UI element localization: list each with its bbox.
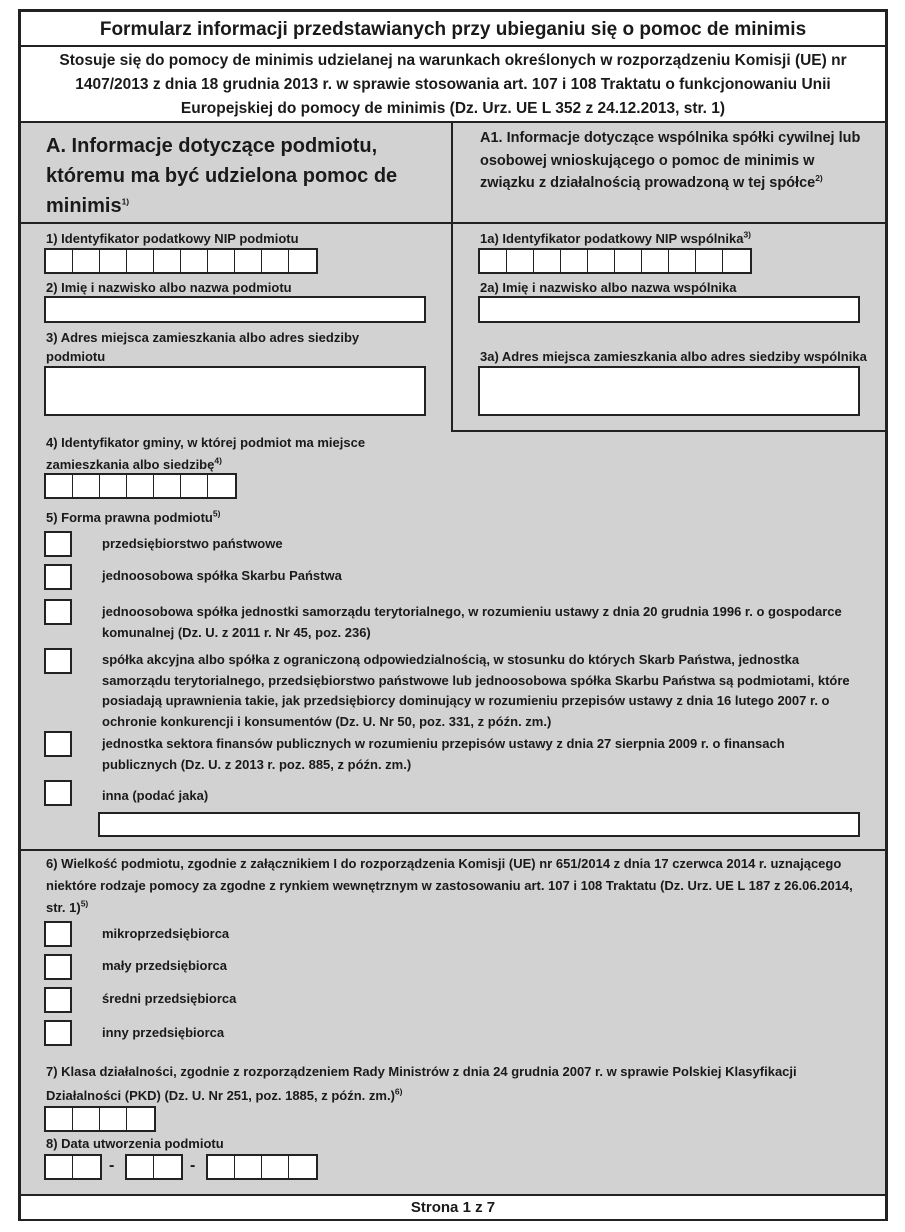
- size-checkbox-micro[interactable]: [44, 921, 72, 947]
- legal-form-option-3: jednoosobowa spółka jednostki samorządu terytorialnego, w rozumieniu ustawy z dnia 20 grudnia 1996 r. o gospodarce komunalnej (Dz. U. z 2011 r. Nr 45, poz. 236): [102, 604, 842, 640]
- legal-form-checkbox-other[interactable]: [44, 780, 72, 806]
- size-checkbox-small[interactable]: [44, 954, 72, 980]
- partner-name-label: 2a) Imię i nazwisko albo nazwa wspólnika: [480, 280, 737, 295]
- form-title: Formularz informacji przedstawianych przy ubieganiu się o pomoc de minimis: [21, 12, 885, 47]
- date-separator-2: -: [190, 1157, 196, 1174]
- address-label: 3) Adres miejsca zamieszkania albo adres siedziby podmiotu: [46, 330, 360, 364]
- partner-address-field[interactable]: [478, 366, 860, 416]
- legal-form-option-5: jednostka sektora finansów publicznych w rozumieniu przepisów ustawy z dnia 27 sierpnia 2009 r. o finansach publicznych (Dz. U. z 2013 r. poz. 885, z późn. zm.): [102, 736, 785, 772]
- pkd-input[interactable]: [44, 1106, 156, 1132]
- legal-form-checkbox-2[interactable]: [44, 564, 72, 590]
- section-header-divider: [21, 222, 885, 224]
- partner-nip-input[interactable]: [478, 248, 752, 274]
- nip-label: 1) Identyfikator podatkowy NIP podmiotu: [46, 231, 299, 246]
- legal-form-option-1: przedsiębiorstwo państwowe: [102, 536, 283, 551]
- partner-name-field[interactable]: [478, 296, 860, 323]
- legal-form-checkbox-3[interactable]: [44, 599, 72, 625]
- section-a-title: A. Informacje dotyczące podmiotu, któremu ma być udzielona pomoc de minimis$^{1)}$: [46, 135, 398, 217]
- legal-form-option-4: spółka akcyjna albo spółka z ograniczoną odpowiedzialnością, w stosunku do których Skarb Państwa, jednostka samorządu terytorialnego, przedsiębiorstwo państwowe lub jednoosobowa spółka Skarbu Państwa są podmiotami, które posiadają uprawnienia takie, jak przedsiębiorcy dominujący w rozumieniu przepisów ustawy z dnia 16 lutego 2007 r. o ochronie konkurencji i konsumentów (Dz. U. Nr 50, poz. 331, z późn. zm.): [102, 652, 850, 729]
- legal-form-checkbox-1[interactable]: [44, 531, 72, 557]
- date-year-input[interactable]: [206, 1154, 318, 1180]
- date-month-input[interactable]: [125, 1154, 183, 1180]
- size-checkbox-other[interactable]: [44, 1020, 72, 1046]
- size-checkbox-medium[interactable]: [44, 987, 72, 1013]
- partner-address-label: 3a) Adres miejsca zamieszkania albo adres siedziby wspólnika: [480, 349, 867, 364]
- size-option-small: mały przedsiębiorca: [102, 958, 227, 973]
- a1-bottom-divider: [451, 430, 885, 432]
- name-label: 2) Imię i nazwisko albo nazwa podmiotu: [46, 280, 292, 295]
- size-option-micro: mikroprzedsiębiorca: [102, 926, 230, 941]
- section-divider-6: [21, 849, 885, 851]
- nip-input[interactable]: [44, 248, 318, 274]
- page-number: Strona 1 z 7: [21, 1194, 885, 1219]
- section-a1-title: A1. Informacje dotyczące wspólnika spółki cywilnej lub osobowej wnioskującego o pomoc de minimis w związku z działalnością prowadzoną w tej spółce$^{2)}$: [480, 130, 861, 191]
- size-option-other: inny przedsiębiorca: [102, 1025, 225, 1040]
- legal-form-option-2: jednoosobowa spółka Skarbu Państwa: [102, 568, 342, 583]
- size-option-medium: średni przedsiębiorca: [102, 991, 237, 1006]
- commune-id-label: 4) Identyfikator gminy, w której podmiot ma miejsce zamieszkania albo siedzibę$^{4)}$: [46, 435, 366, 472]
- name-field[interactable]: [44, 296, 426, 323]
- legal-form-checkbox-5[interactable]: [44, 731, 72, 757]
- legal-form-label: 5) Forma prawna podmiotu$^{5)}$: [46, 508, 221, 525]
- date-separator-1: -: [109, 1157, 115, 1174]
- legal-form-option-other: inna (podać jaka): [102, 788, 209, 803]
- partner-nip-label: 1a) Identyfikator podatkowy NIP wspólnika$^{3)}$: [480, 229, 751, 246]
- form-subtitle: Stosuje się do pomocy de minimis udzielanej na warunkach określonych w rozporządzeniu Komisji (UE) nr 1407/2013 z dnia 18 grudnia 2013 r. w sprawie stosowania art. 107 i 108 Traktatu o funkcjonowaniu Unii Europejskiej do pomocy de minimis (Dz. Urz. UE L 352 z 24.12.2013, str. 1): [21, 47, 885, 123]
- legal-form-checkbox-4[interactable]: [44, 648, 72, 674]
- address-field[interactable]: [44, 366, 426, 416]
- company-size-label: 6) Wielkość podmiotu, zgodnie z załącznikiem I do rozporządzenia Komisji (UE) nr 651/2014 z dnia 17 czerwca 2014 r. uznającego niektóre rodzaje pomocy za zgodne z rynkiem wewnętrznym w zastosowaniu art. 107 i 108 Traktatu (Dz. Urz. UE L 187 z 26.06.2014, str. 1)$^{5)}$: [46, 856, 853, 915]
- commune-id-input[interactable]: [44, 473, 237, 499]
- date-day-input[interactable]: [44, 1154, 102, 1180]
- pkd-label: 7) Klasa działalności, zgodnie z rozporządzeniem Rady Ministrów z dnia 24 grudnia 2007 r. w sprawie Polskiej Klasyfikacji Działalności (PKD) (Dz. U. Nr 251, poz. 1885, z późn. zm.)$^{6)}$: [46, 1064, 797, 1103]
- section-divider-vertical: [451, 123, 453, 432]
- legal-form-other-field[interactable]: [98, 812, 860, 837]
- creation-date-label: 8) Data utworzenia podmiotu: [46, 1136, 224, 1151]
